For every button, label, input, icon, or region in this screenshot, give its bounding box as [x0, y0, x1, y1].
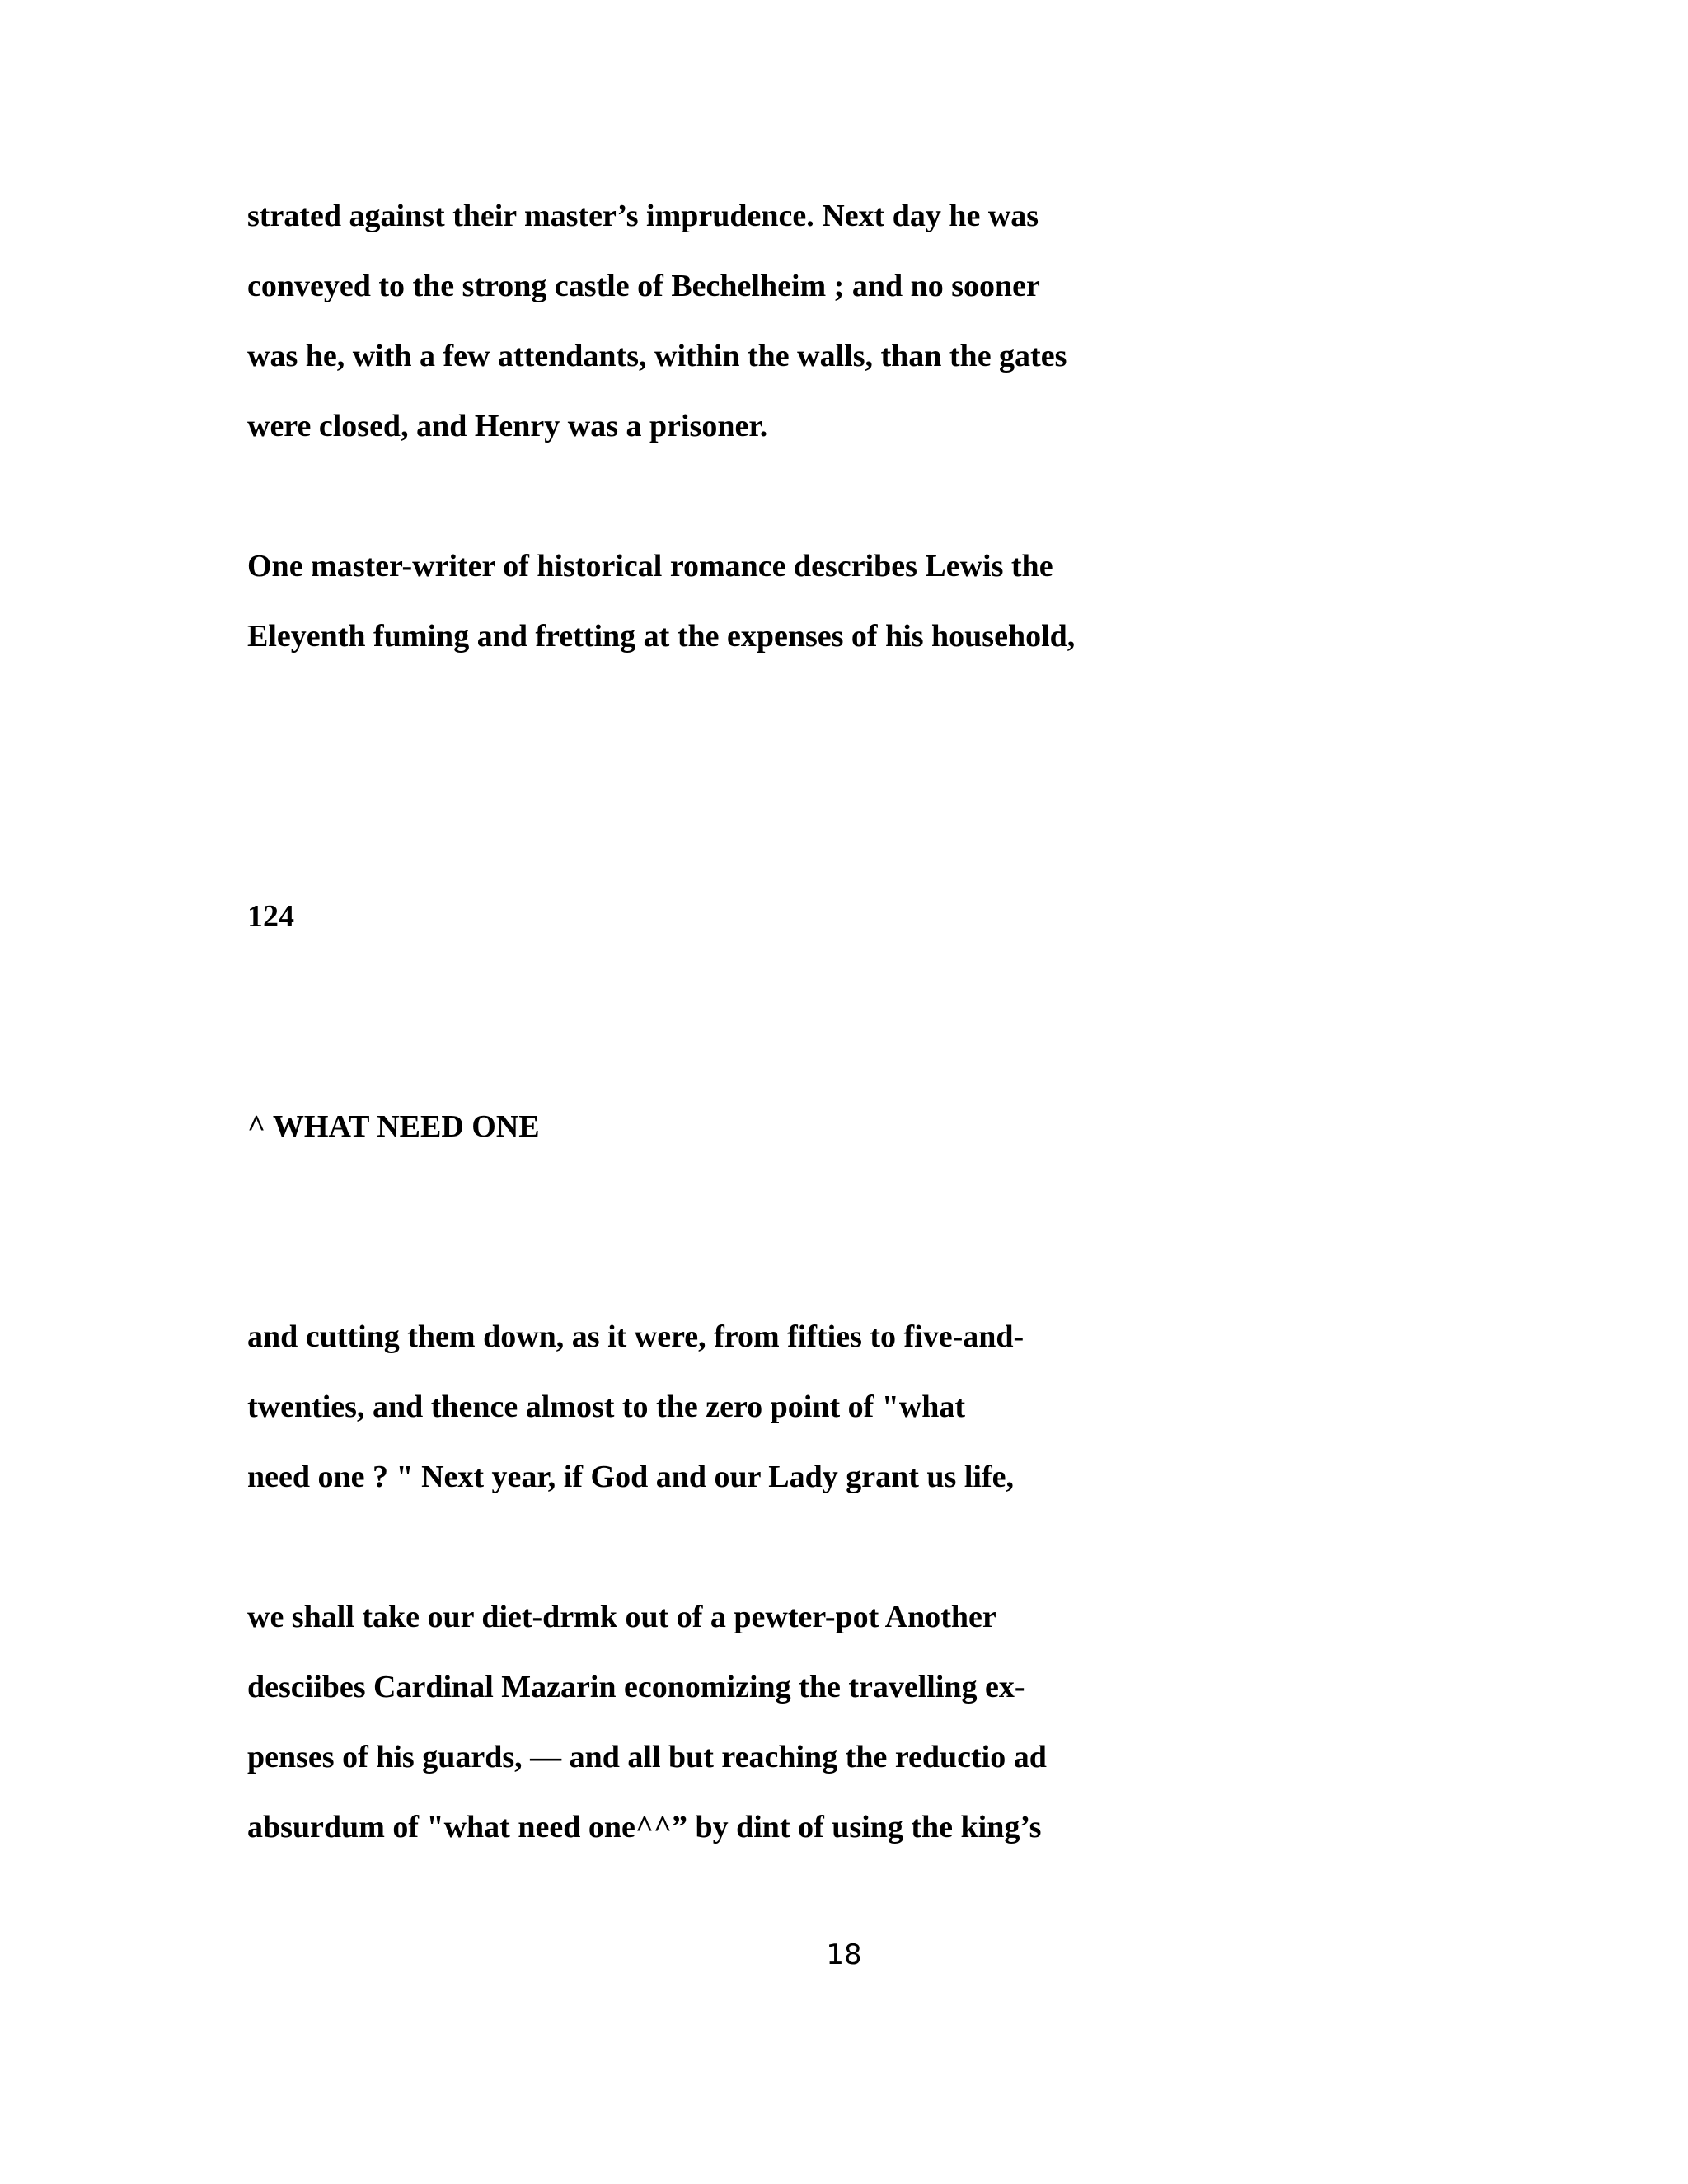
running-head: ^ WHAT NEED ONE	[247, 1109, 540, 1144]
text-line: were closed, and Henry was a prisoner.	[247, 409, 768, 443]
text-line: we shall take our diet-drmk out of a pewter-pot Another	[247, 1600, 996, 1634]
text-line: Eleyenth fuming and fretting at the expenses of his household,	[247, 619, 1076, 654]
text-line: conveyed to the strong castle of Bechelheim ; and no sooner	[247, 269, 1040, 303]
text-line: was he, with a few attendants, within the walls, than the gates	[247, 339, 1067, 373]
text-line: penses of his guards, — and all but reaching the reductio ad	[247, 1740, 1047, 1774]
footer-page-number: 18	[826, 1938, 862, 1971]
text-line: absurdum of "what need one^^” by dint of using the king’s	[247, 1810, 1042, 1844]
text-line: One master-writer of historical romance describes Lewis the	[247, 549, 1053, 583]
running-page-number: 124	[247, 899, 294, 934]
text-line: desciibes Cardinal Mazarin economizing the travelling ex-	[247, 1670, 1025, 1704]
text-line: strated against their master’s imprudence. Next day he was	[247, 199, 1039, 233]
text-line: twenties, and thence almost to the zero point of "what	[247, 1390, 966, 1424]
text-line: need one ? " Next year, if God and our Lady grant us life,	[247, 1460, 1014, 1494]
text-line: and cutting them down, as it were, from fifties to five-and-	[247, 1319, 1025, 1354]
